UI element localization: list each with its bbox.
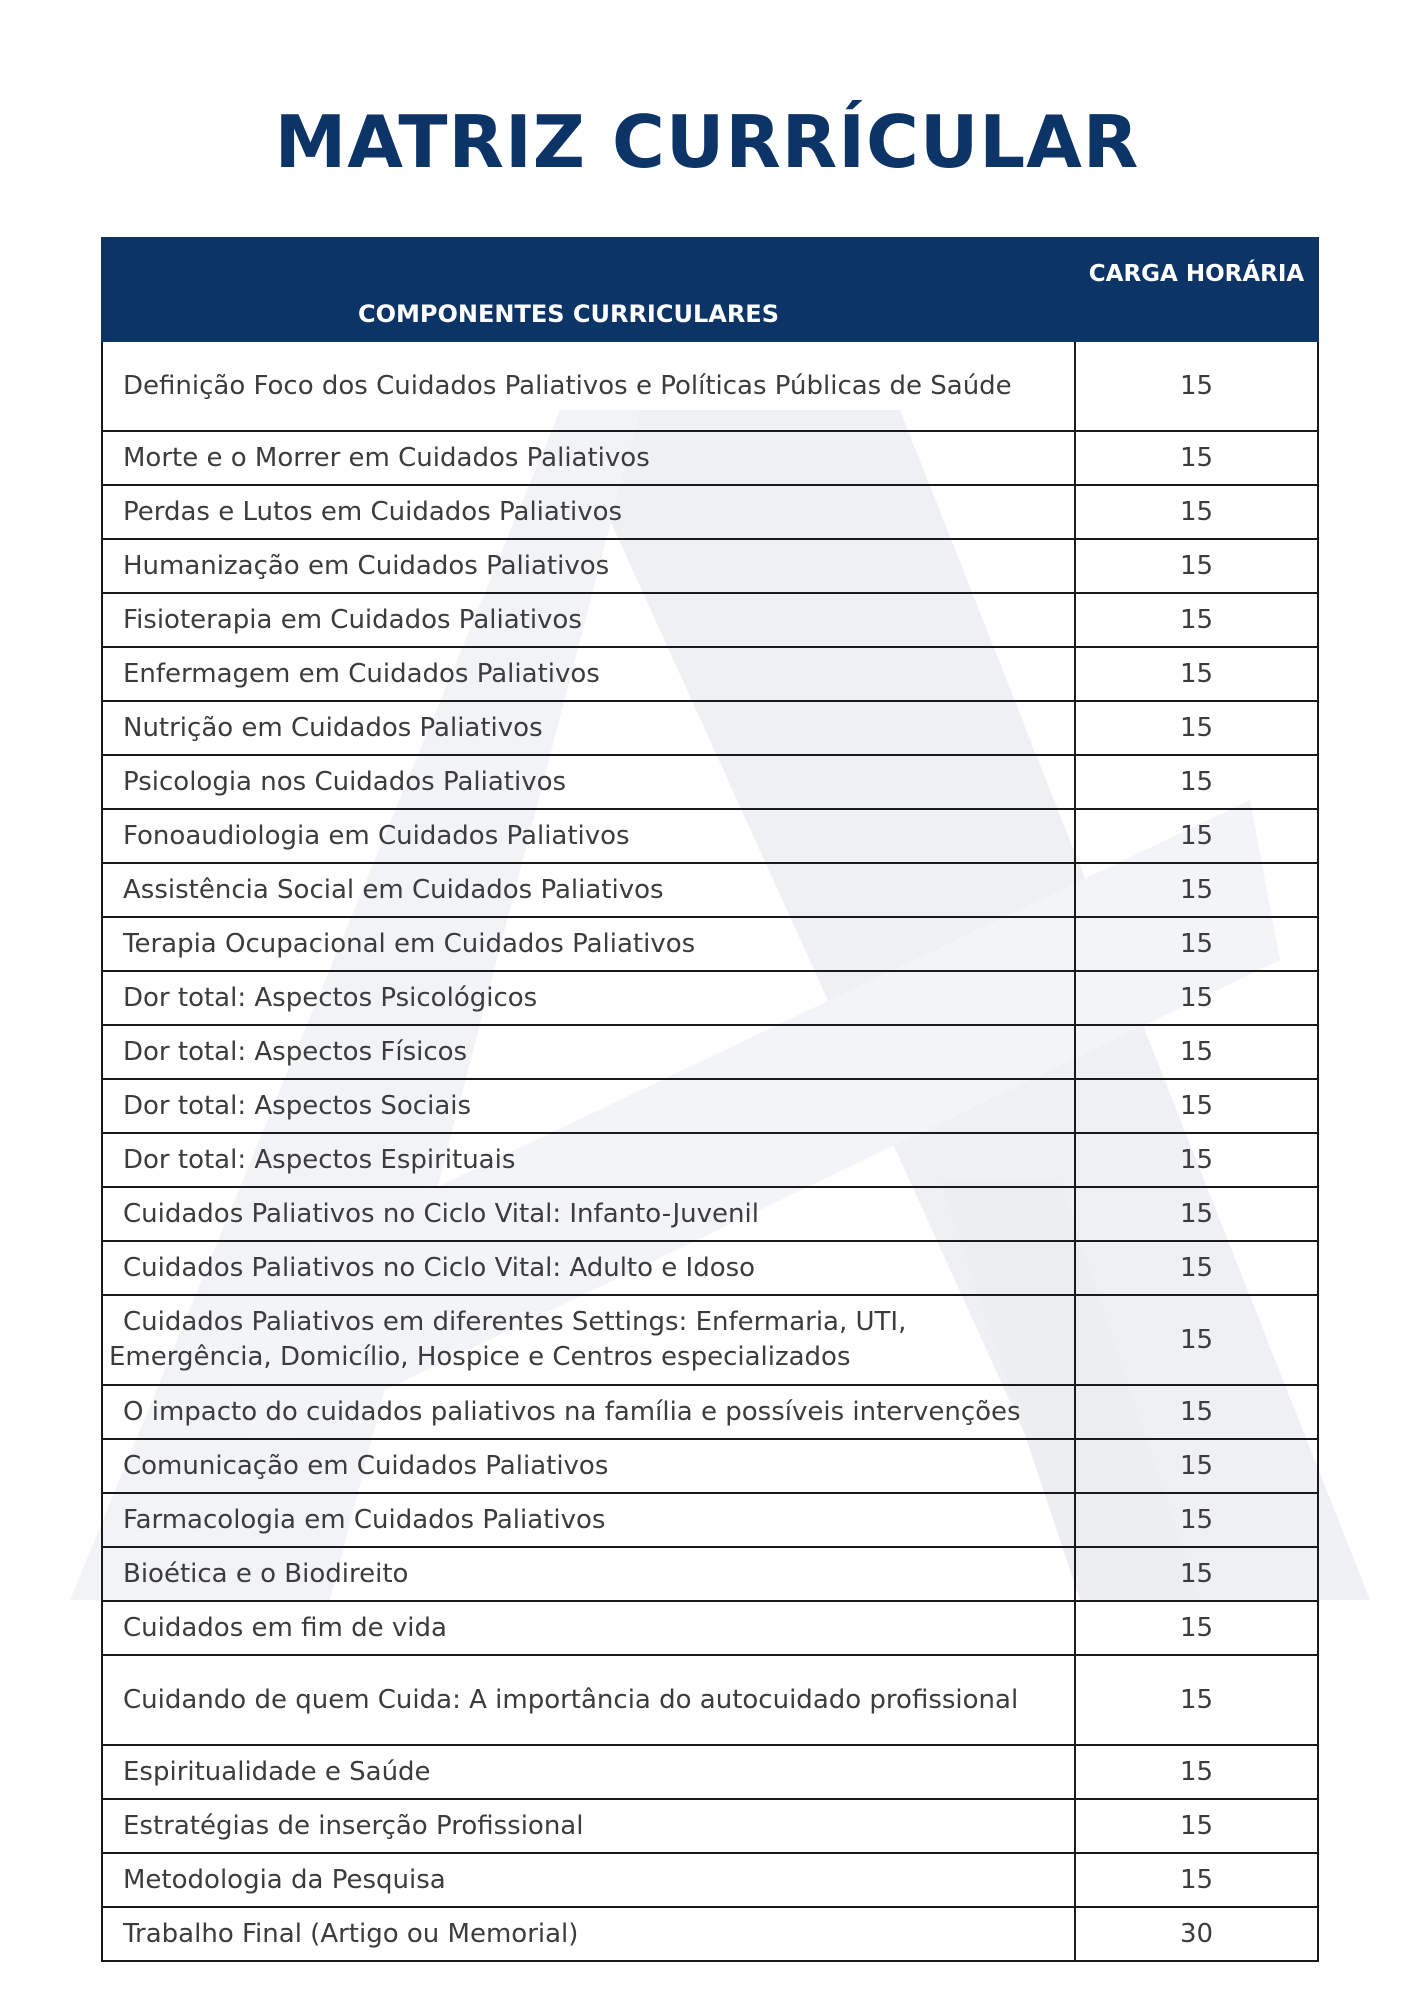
table-row [102, 1025, 1318, 1079]
component-cell: Metodologia da Pesquisa [102, 1853, 1075, 1907]
hours-cell: 15 [1075, 1493, 1318, 1547]
component-cell: Definição Foco dos Cuidados Paliativos e Políticas Públicas de Saúde [102, 341, 1075, 431]
page-title: MATRIZ CURRÍCULAR [274, 100, 1140, 184]
table-row [102, 863, 1318, 917]
hours-cell: 15 [1075, 341, 1318, 431]
component-cell: Bioética e o Biodireito [102, 1547, 1075, 1601]
table-row [102, 1493, 1318, 1547]
component-cell: Trabalho Final (Artigo ou Memorial) [102, 1907, 1075, 1961]
component-cell: Psicologia nos Cuidados Paliativos [102, 755, 1075, 809]
component-cell: Cuidando de quem Cuida: A importância do autocuidado profissional [102, 1655, 1075, 1745]
table-row [102, 1799, 1318, 1853]
hours-cell: 15 [1075, 701, 1318, 755]
hours-cell: 15 [1075, 539, 1318, 593]
table-row [102, 1187, 1318, 1241]
component-cell: Dor total: Aspectos Físicos [102, 1025, 1075, 1079]
table-row [102, 1547, 1318, 1601]
hours-cell: 15 [1075, 1745, 1318, 1799]
header-components: COMPONENTES CURRICULARES [102, 238, 1075, 341]
table-row [102, 539, 1318, 593]
hours-cell: 15 [1075, 1385, 1318, 1439]
hours-cell: 15 [1075, 1295, 1318, 1385]
component-cell: Nutrição em Cuidados Paliativos [102, 701, 1075, 755]
hours-cell: 15 [1075, 593, 1318, 647]
table-row [102, 1241, 1318, 1295]
table-row [102, 917, 1318, 971]
table-row [102, 341, 1318, 431]
hours-cell: 15 [1075, 1853, 1318, 1907]
table-row [102, 1439, 1318, 1493]
hours-cell: 15 [1075, 1187, 1318, 1241]
component-cell: Terapia Ocupacional em Cuidados Paliativos [102, 917, 1075, 971]
table-row [102, 647, 1318, 701]
table-row [102, 971, 1318, 1025]
hours-cell: 15 [1075, 431, 1318, 485]
table-row [102, 485, 1318, 539]
hours-cell: 15 [1075, 1079, 1318, 1133]
hours-cell: 30 [1075, 1907, 1318, 1961]
table-row [102, 701, 1318, 755]
table-row [102, 809, 1318, 863]
hours-cell: 15 [1075, 647, 1318, 701]
component-cell: Cuidados Paliativos no Ciclo Vital: Infanto-Juvenil [102, 1187, 1075, 1241]
hours-cell: 15 [1075, 863, 1318, 917]
curriculum-table [101, 237, 1319, 1962]
table-row [102, 593, 1318, 647]
component-cell: Perdas e Lutos em Cuidados Paliativos [102, 485, 1075, 539]
hours-cell: 15 [1075, 809, 1318, 863]
component-cell: Fonoaudiologia em Cuidados Paliativos [102, 809, 1075, 863]
table-row [102, 1907, 1318, 1961]
table-row [102, 755, 1318, 809]
hours-cell: 15 [1075, 485, 1318, 539]
table-header-row [102, 238, 1318, 341]
table-row [102, 1079, 1318, 1133]
component-cell: Farmacologia em Cuidados Paliativos [102, 1493, 1075, 1547]
component-cell: Dor total: Aspectos Sociais [102, 1079, 1075, 1133]
hours-cell: 15 [1075, 1025, 1318, 1079]
table-row [102, 1853, 1318, 1907]
component-cell: Fisioterapia em Cuidados Paliativos [102, 593, 1075, 647]
table-row [102, 1655, 1318, 1745]
hours-cell: 15 [1075, 1601, 1318, 1655]
component-cell: Dor total: Aspectos Espirituais [102, 1133, 1075, 1187]
component-cell: O impacto do cuidados paliativos na família e possíveis intervenções [102, 1385, 1075, 1439]
component-cell: Cuidados em fim de vida [102, 1601, 1075, 1655]
table-row [102, 1133, 1318, 1187]
hours-cell: 15 [1075, 1655, 1318, 1745]
hours-cell: 15 [1075, 1133, 1318, 1187]
table-body [102, 341, 1318, 1961]
hours-cell: 15 [1075, 1439, 1318, 1493]
hours-cell: 15 [1075, 917, 1318, 971]
table-row [102, 1295, 1318, 1385]
component-cell: Cuidados Paliativos em diferentes Settings: Enfermaria, UTI, Emergência, Domicílio, Hospice e Centros especializados [102, 1295, 1075, 1385]
component-cell: Morte e o Morrer em Cuidados Paliativos [102, 431, 1075, 485]
table-row [102, 1385, 1318, 1439]
hours-cell: 15 [1075, 1799, 1318, 1853]
component-cell: Espiritualidade e Saúde [102, 1745, 1075, 1799]
table-row [102, 1745, 1318, 1799]
component-cell: Enfermagem em Cuidados Paliativos [102, 647, 1075, 701]
component-cell: Assistência Social em Cuidados Paliativos [102, 863, 1075, 917]
table-row [102, 431, 1318, 485]
hours-cell: 15 [1075, 971, 1318, 1025]
header-hours: CARGA HORÁRIA [1075, 238, 1318, 341]
component-cell: Humanização em Cuidados Paliativos [102, 539, 1075, 593]
component-cell: Comunicação em Cuidados Paliativos [102, 1439, 1075, 1493]
hours-cell: 15 [1075, 755, 1318, 809]
hours-cell: 15 [1075, 1241, 1318, 1295]
hours-cell: 15 [1075, 1547, 1318, 1601]
component-cell: Dor total: Aspectos Psicológicos [102, 971, 1075, 1025]
component-cell: Cuidados Paliativos no Ciclo Vital: Adulto e Idoso [102, 1241, 1075, 1295]
table-row [102, 1601, 1318, 1655]
component-cell: Estratégias de inserção Profissional [102, 1799, 1075, 1853]
